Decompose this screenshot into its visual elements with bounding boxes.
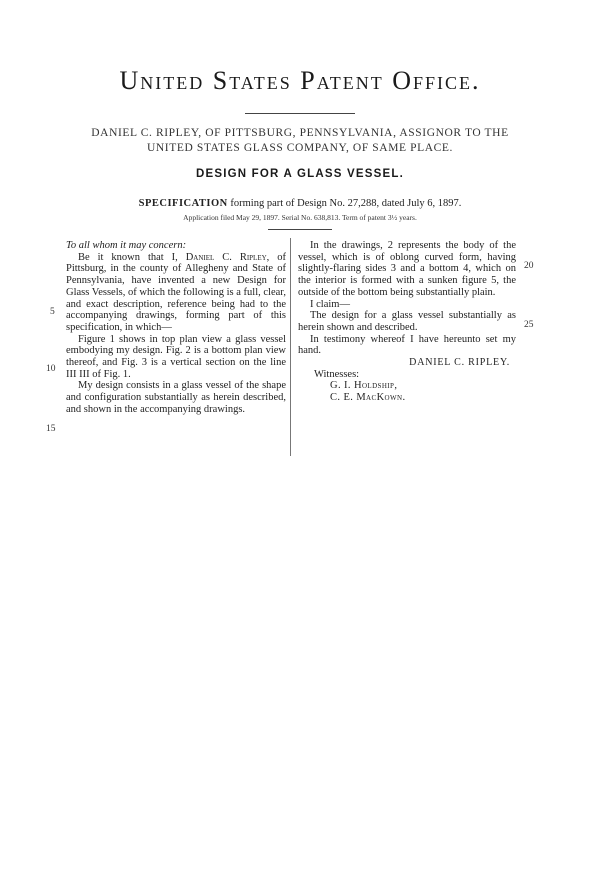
paragraph-drawings: In the drawings, 2 represents the body of the vessel, which is of oblong curved form, having slightly-flaring sides 3 and a bottom 4, which on the interior is formed with a sunken figure 5, the outside of the bottom being substantially plain. xyxy=(298,240,516,298)
claim-heading: I claim— xyxy=(310,298,350,310)
testimony-text: In testimony whereof I have hereunto set my hand. xyxy=(298,333,516,357)
inventor-name: Daniel C. Ripley xyxy=(185,251,267,263)
assignor-line-1: DANIEL C. RIPLEY, OF PITTSBURG, PENNSYLVANIA, ASSIGNOR TO THE xyxy=(91,127,509,139)
column-divider xyxy=(290,238,291,456)
claim-text: The design for a glass vessel substantially as herein shown and described. xyxy=(298,310,516,333)
line-number-15: 15 xyxy=(46,424,56,434)
line-number-20: 20 xyxy=(524,261,534,271)
right-column xyxy=(298,240,516,404)
assignor-block xyxy=(40,126,560,156)
office-title: United States Patent Office. xyxy=(119,66,481,95)
assignor-line-2: UNITED STATES GLASS COMPANY, OF SAME PLACE. xyxy=(146,142,454,154)
signer-name: DANIEL C. RIPLEY. xyxy=(409,357,510,369)
paragraph-design: My design consists in a glass vessel of the shape and configuration substantially as herein described, and shown in the accompanying drawings. xyxy=(66,380,286,415)
intro-start: Be it known that I, xyxy=(78,251,186,263)
line-number-25: 25 xyxy=(524,320,534,330)
design-title: DESIGN FOR A GLASS VESSEL. xyxy=(196,168,404,180)
witness-2: C. E. MacKown. xyxy=(330,392,406,404)
salutation: To all whom it may concern: xyxy=(66,240,187,251)
intro-end: , of Pittsburg, in the county of Allegheny and State of Pennsylvania, have invented a new Design for Glass Vessels, of which the following is a full, clear, and exact description, reference being had to the accompanying drawings, forming part of this specification, in which— xyxy=(66,251,286,333)
specification-lead: SPECIFICATION xyxy=(138,198,228,209)
application-line: Application filed May 29, 1897. Serial No. 638,813. Term of patent 3½ years. xyxy=(183,213,417,222)
paragraph-intro xyxy=(66,252,286,334)
left-column xyxy=(66,240,286,416)
witnesses-label: Witnesses: xyxy=(314,368,360,380)
specification-rest: forming part of Design No. 27,288, dated July 6, 1897. xyxy=(227,198,462,209)
title-rule xyxy=(245,113,355,114)
witness-1: G. I. Holdship, xyxy=(330,380,398,392)
line-number-5: 5 xyxy=(50,307,55,317)
line-number-10: 10 xyxy=(46,364,56,374)
header-rule xyxy=(268,229,332,230)
specification-line xyxy=(0,198,600,209)
paragraph-figures: Figure 1 shows in top plan view a glass vessel embodying my design. Fig. 2 is a bottom plan view thereof, and Fig. 3 is a vertical section on the line III III of Fig. 1. xyxy=(66,333,286,380)
